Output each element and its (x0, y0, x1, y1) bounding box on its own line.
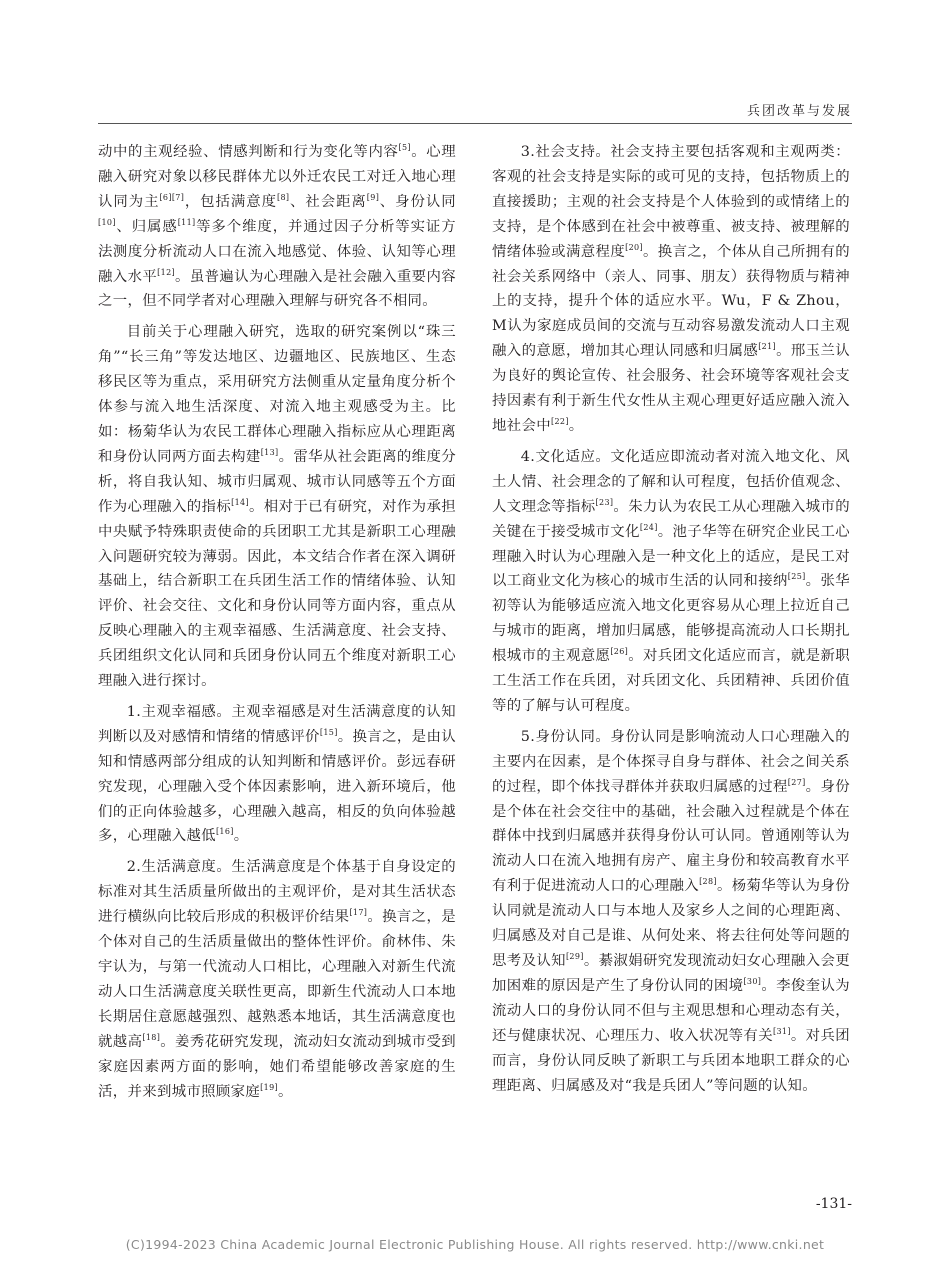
citation-ref: [15] (319, 728, 338, 738)
paragraph (98, 855, 456, 1104)
paragraph-text: 。邢玉兰认为良好的舆论宣传、社会服务、社会环境等客观社会支持因素有利于新生代女性从主观心理更好适应融入流入地社会中 (492, 343, 850, 434)
paragraph-text: 。杨菊华等认为身份认同就是流动人口与本地人及家乡人之间的心理距离、归属感及对自己是谁、从何处来、将去往何处等问题的思考及认知 (492, 878, 850, 969)
citation-ref: [28] (699, 877, 717, 887)
paragraph (98, 700, 456, 849)
paragraph-text: 目前关于心理融入研究，选取的研究案例以“珠三角”“长三角”等发达地区、边疆地区、民族地区、生态移民区等为重点，采用研究方法侧重从定量角度分析个体参与流入地生活深度、对流入地主观感受为主。比如：杨菊华认为农民工群体心理融入指标应从心理距离和身份认同两方面去构建 (98, 324, 456, 465)
citation-ref: [13] (260, 448, 279, 458)
citation-ref: [23] (595, 497, 614, 507)
paragraph-text: 。对兵团文化适应而言，就是新职工生活工作在兵团，对兵团文化、兵团精神、兵团价值等的了解与认可程度。 (492, 648, 850, 714)
paragraph-text: 等多个维度，并通过因子分析等实证方法测度分析流动人口在流入地感觉、体验、认知等心理融入水平 (98, 218, 456, 285)
citation-ref: [20] (625, 242, 643, 252)
paragraph-text: 。虽普遍认为心理融入是社会融入重要内容之一，但不同学者对心理融入理解与研究各不相同。 (98, 268, 457, 310)
paragraph-text: 。对兵团而言，身份认同反映了新职工与兵团本地职工群众的心理距离、归属感及对“我是兵团人”等问题的认知。 (492, 1027, 851, 1094)
paragraph (98, 140, 456, 314)
citation-ref: [9] (366, 193, 380, 203)
paragraph (492, 725, 850, 1099)
paragraph-text: 。 (277, 1083, 293, 1100)
paragraph (492, 140, 850, 439)
citation-ref: [12] (157, 267, 175, 277)
citation-ref: [25] (787, 572, 806, 582)
paragraph-text: 、社会距离 (289, 193, 367, 210)
citation-ref: [22] (550, 417, 569, 427)
paragraph-text: 。池子华等在研究企业民工心理融入时认为心理融入是一种文化上的适应，是民工对以工商业文化为核心的城市生活的认同和接纳 (492, 523, 850, 590)
citation-ref: [8] (276, 193, 290, 203)
paragraph-text: 1.主观幸福感。主观幸福感是对生活满意度的认知判断以及对感情和情绪的情感评价 (98, 703, 456, 745)
paragraph-text: 。姜秀花研究发现，流动妇女流动到城市受到家庭因素两方面的影响，她们希望能够改善家庭的生活，并来到城市照顾家庭 (98, 1033, 456, 1100)
citation-ref: [24] (639, 522, 658, 532)
paragraph-text: 。换言之，个体从自己所拥有的社会关系网络中（亲人、同事、朋友）获得物质与精神上的支持，提升个体的适应水平。Wu，F & Zhou，M认为家庭成员间的交流与互动容易激发流动人口主观融入的意愿，增加其心理认同感和归属感 (492, 243, 850, 360)
citation-ref: [14] (231, 497, 249, 507)
paragraph (98, 320, 456, 694)
paragraph-text: 2.生活满意度。生活满意度是个体基于自身设定的标准对其生活质量所做出的主观评价，是对其生活状态进行横纵向比较后形成的积极评价结果 (98, 859, 456, 926)
citation-ref: [31] (773, 1026, 791, 1036)
paragraph-text: 。张华初等认为能够适应流入地文化更容易从心理上拉近自己与城市的距离，增加归属感，能够提高流动人口长期扎根城市的主观意愿 (492, 573, 850, 665)
citation-ref: [29] (565, 952, 584, 962)
paragraph-text: 、归属感 (115, 218, 178, 235)
paragraph-text: 。李俊奎认为流动人口的身份认同不但与主观思想和心理动态有关，还与健康状况、心理压力、收入状况等有关 (492, 977, 851, 1044)
paragraph-text: 。换言之，是个体对自己的生活质量做出的整体性评价。俞林伟、朱宇认为，与第一代流动人口相比，心理融入对新生代流动人口生活满意度关联性更高，即新生代流动人口本地长期居住意愿越强烈、越熟悉本地话，其生活满意度也就越高 (98, 909, 457, 1050)
paragraph-text: 5.身份认同。身份认同是影响流动人口心理融入的主要内在因素，是个体探寻自身与群体、社会之间关系的过程，即个体找寻群体并获取归属感的过程 (492, 728, 850, 795)
journal-header: 兵团改革与发展 (746, 104, 852, 119)
paragraph-text: 。綦淑娟研究发现流动妇女心理融入会更加困难的原因是产生了身份认同的困境 (492, 953, 850, 994)
page-number: -131- (815, 1196, 852, 1212)
paragraph-text: 4.文化适应。文化适应即流动者对流入地文化、风土人情、社会理念的了解和认可程度，包括价值观念、人文理念等指标 (492, 448, 850, 515)
paragraph-text: 。心理融入研究对象以移民群体尤以外迁农民工对迁入地心理认同为主 (98, 144, 456, 210)
citation-ref: [5] (398, 143, 411, 153)
citation-ref: [16] (215, 827, 234, 837)
citation-ref: [6][7] (159, 193, 185, 203)
citation-ref: [27] (787, 777, 806, 787)
citation-ref: [19] (260, 1082, 278, 1092)
paragraph-text: 3.社会支持。社会支持主要包括客观和主观两类：客观的社会支持是实际的或可见的支持，包括物质上的直接援助；主观的社会支持是个人体验到的或情绪上的支持，是个体感到在社会中被尊重、被支持、被理解的情绪体验或满意程度 (492, 144, 850, 260)
paragraph-text: 。换言之，是由认知和情感两部分组成的认知判断和情感评价。彭远春研究发现，心理融入受个体因素影响，进入新环境后，他们的正向体验越多，心理融入越高，相反的负向体验越多，心理融入越低 (98, 728, 456, 845)
paragraph-text: 。 (233, 828, 249, 845)
citation-ref: [11] (177, 217, 196, 227)
header-rule (98, 123, 852, 124)
copyright-footer: (C)1994-2023 China Academic Journal Electronic Publishing House. All rights reserved. http://www.cnki.net (125, 1237, 825, 1252)
right-column (492, 140, 850, 1104)
paragraph-text: 。身份是个体在社会交往中的基础，社会融入过程就是个体在群体中找到归属感并获得身份认可认同。曾通刚等认为流动人口在流入地拥有房产、雇主身份和较高教育水平有利于促进流动人口的心理融入 (492, 778, 850, 895)
paragraph-text: ，包括满意度 (184, 193, 277, 210)
citation-ref: [26] (610, 647, 629, 657)
paragraph-text: 。朱力认为农民工从心理融入城市的关键在于接受城市文化 (492, 498, 850, 540)
left-column (98, 140, 456, 1110)
paragraph-text: 。 (568, 417, 584, 434)
paragraph-text: 。雷华从社会距离的维度分析，将自我认知、城市归属观、城市认同感等五个方面作为心理融入的指标 (98, 448, 456, 515)
citation-ref: [30] (743, 977, 762, 987)
paragraph (492, 445, 850, 719)
paragraph-text: 。相对于已有研究，对作为承担中央赋予特殊职责使命的兵团职工尤其是新职工心理融入问题研究较为薄弱。因此，本文结合作者在深入调研基础上，结合新职工在兵团生活工作的情绪体验、认知评价、社会交往、文化和身份认同等方面内容，重点从反映心理融入的主观幸福感、生活满意度、社会支持、兵团组织文化认同和兵团身份认同五个维度对新职工心理融入进行探讨。 (98, 498, 456, 690)
citation-ref: [10] (98, 217, 116, 227)
citation-ref: [21] (758, 342, 777, 352)
citation-ref: [18] (142, 1032, 161, 1042)
paragraph-text: 、身份认同 (379, 193, 456, 210)
citation-ref: [17] (349, 908, 368, 918)
paragraph-text: 动中的主观经验、情感判断和行为变化等内容 (98, 144, 399, 160)
